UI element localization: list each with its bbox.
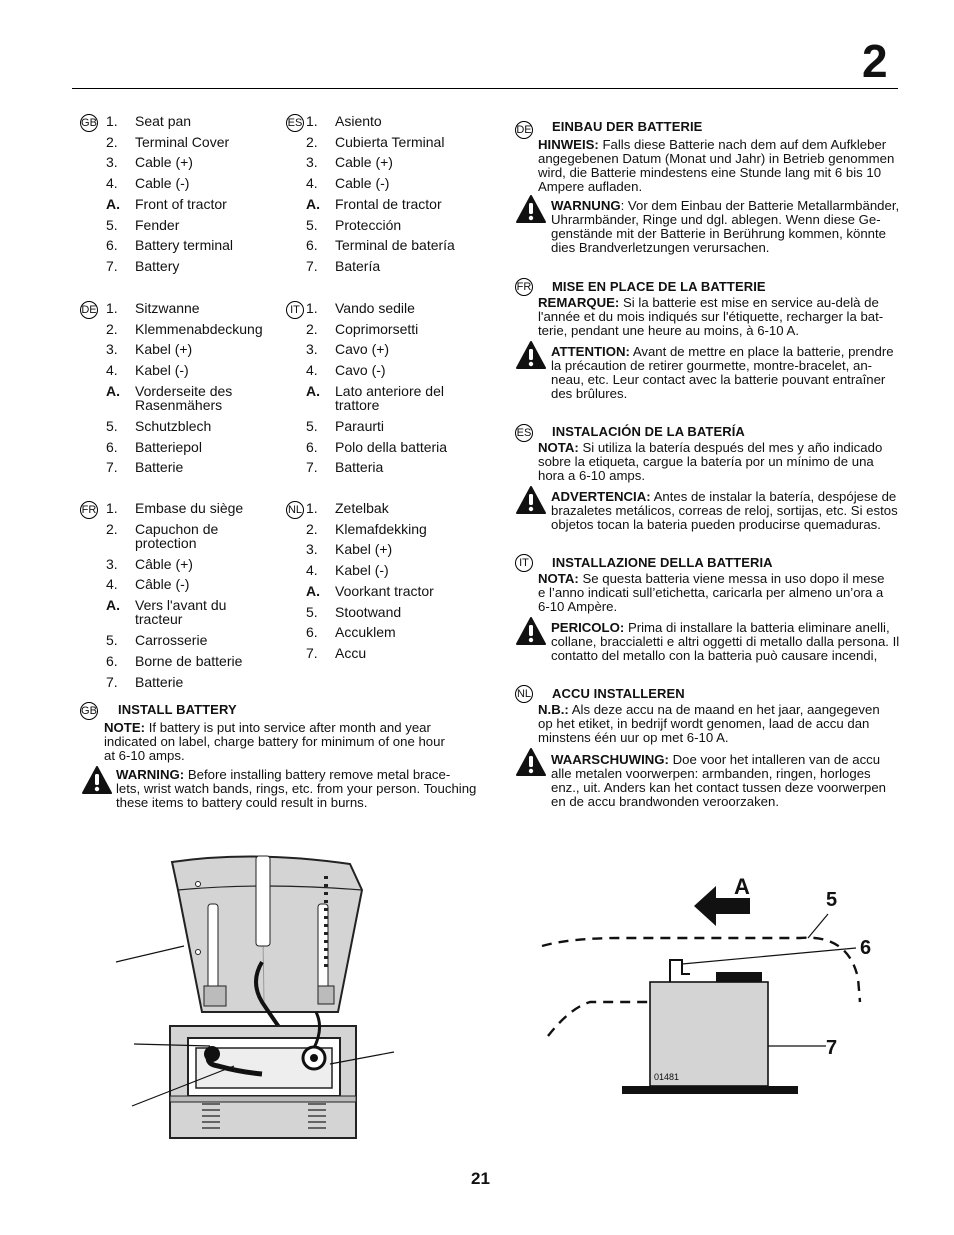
warning-label: WARNING: xyxy=(116,767,185,782)
item-label: Vando sedile xyxy=(335,300,415,316)
item-number: 4. xyxy=(306,175,318,192)
warning-text: Antes de instalar la batería, despójese de xyxy=(653,489,897,504)
item-number: 3. xyxy=(306,154,318,171)
item-number: 7. xyxy=(106,673,118,690)
item-number: A. xyxy=(106,382,120,399)
item-number: 6. xyxy=(306,237,318,254)
item-label: Borne de batterie xyxy=(135,652,243,669)
battery-position-diagram xyxy=(530,868,880,1100)
lang-badge-fr: FR xyxy=(515,278,533,296)
item-label: Frontal de tractor xyxy=(335,195,442,212)
warning-label: WARNUNG xyxy=(551,198,621,213)
item-number: 4. xyxy=(306,362,318,379)
item-number: 2. xyxy=(106,133,118,150)
note-label: NOTA: xyxy=(538,571,579,586)
note-line: e l’anno indicati sull’etichetta, caricarla per almeno un’ora a xyxy=(538,585,884,600)
note-line xyxy=(538,703,880,717)
item-number: A. xyxy=(306,382,320,399)
item-number: 3. xyxy=(106,555,118,572)
note-line: terie, pendant une heure au moins, à 6-10 A. xyxy=(538,323,799,338)
warning-line: these items to battery could result in burns. xyxy=(116,795,368,810)
item-label: Seat pan xyxy=(135,113,192,129)
note-text: Falls diese Batterie nach dem auf dem Aufkleber xyxy=(602,137,887,152)
item-label: Kabel (-) xyxy=(335,562,389,579)
item-number: A. xyxy=(106,597,120,614)
item-number: 3. xyxy=(306,341,318,358)
warning-triangle-icon xyxy=(82,766,112,794)
warning-line xyxy=(551,621,890,635)
item-label: Capuchon de protection xyxy=(135,520,219,551)
warning-line: dies Brandverletzungen verursachen. xyxy=(551,240,770,255)
item-number: 5. xyxy=(306,603,318,620)
item-number: 1. xyxy=(306,300,318,316)
item-label: Câble (-) xyxy=(135,576,190,593)
item-label: Batteria xyxy=(335,459,384,476)
warning-line xyxy=(551,345,894,359)
item-label: Terminal de batería xyxy=(335,237,455,254)
item-number: A. xyxy=(306,195,320,212)
item-number: 6. xyxy=(106,438,118,455)
note-line xyxy=(538,138,886,152)
item-label: Cavo (-) xyxy=(335,362,386,379)
note-line xyxy=(104,721,431,735)
section-title: INSTALLAZIONE DELLA BATTERIA xyxy=(552,555,773,570)
warning-triangle-icon xyxy=(516,341,546,369)
item-label: Terminal Cover xyxy=(135,133,230,150)
item-label: Battery terminal xyxy=(135,237,234,254)
warning-line: en de accu brandwonden veroorzaken. xyxy=(551,794,780,809)
warning-line: collane, braccialetti e altri oggetti di metallo dalla persona. Il xyxy=(551,634,900,649)
item-label: Vorderseite des Rasenmähers xyxy=(135,382,233,413)
item-number: 1. xyxy=(106,113,118,129)
lang-badge-es: ES xyxy=(286,114,304,132)
warning-text: Prima di installare la batteria eliminare anelli, xyxy=(627,620,890,635)
warning-line xyxy=(551,199,899,213)
item-label: Stootwand xyxy=(335,603,402,620)
chapter-number: 2 xyxy=(862,35,888,87)
warning-triangle-icon xyxy=(516,748,546,776)
lang-badge-fr: FR xyxy=(80,501,98,519)
warning-line: brazaletes metálicos, correas de reloj, sortijas, etc. Si estos xyxy=(551,503,898,518)
item-number: 1. xyxy=(106,300,118,316)
warning-triangle-icon xyxy=(516,195,546,223)
item-number: 5. xyxy=(106,216,118,233)
lang-badge-gb: GB xyxy=(80,114,98,132)
item-number: A. xyxy=(306,582,320,599)
section-title: ACCU INSTALLEREN xyxy=(552,686,685,701)
item-number: 7. xyxy=(106,257,118,274)
item-label: Embase du siège xyxy=(135,500,244,516)
item-number: 6. xyxy=(306,438,318,455)
note-label: NOTA: xyxy=(538,440,579,455)
lang-badge-es: ES xyxy=(515,424,533,442)
note-line xyxy=(538,296,879,310)
item-number: 6. xyxy=(306,624,318,641)
note-line: at 6-10 amps. xyxy=(104,748,185,763)
lang-badge-nl: NL xyxy=(286,501,304,519)
item-number: 3. xyxy=(106,154,118,171)
item-label: Polo della batteria xyxy=(335,438,448,455)
item-label: Kabel (-) xyxy=(135,362,189,379)
reference-code: 01481 xyxy=(654,1072,680,1082)
item-label: Vers l'avant du tracteur xyxy=(135,597,227,628)
item-number: 3. xyxy=(106,341,118,358)
item-number: 5. xyxy=(106,632,118,649)
callout-7: 7 xyxy=(826,1037,838,1059)
note-line: Ampere aufladen. xyxy=(538,179,643,194)
warning-label: WAARSCHUWING: xyxy=(551,752,669,767)
battery-compartment-illustration xyxy=(112,852,402,1142)
item-label: Accu xyxy=(335,644,367,661)
warning-line: lets, wrist watch bands, rings, etc. from your person. Touching xyxy=(116,781,477,796)
item-label: Cable (-) xyxy=(335,175,390,192)
warning-label: ATTENTION: xyxy=(551,344,630,359)
warning-line: la précaution de retirer gourmette, montre-bracelet, an- xyxy=(551,358,873,373)
item-label: Kabel (+) xyxy=(135,341,193,358)
item-label: Front of tractor xyxy=(135,195,227,212)
lang-badge-gb: GB xyxy=(80,702,98,720)
item-number: 1. xyxy=(106,500,118,516)
item-label: Batterie xyxy=(135,459,184,476)
note-text: Si utiliza la batería después del mes y año indicado xyxy=(582,440,883,455)
lang-badge-de: DE xyxy=(515,121,533,139)
item-number: 2. xyxy=(306,320,318,337)
item-label: Kabel (+) xyxy=(335,541,393,558)
note-line: minstens één uur op met 6-10 A. xyxy=(538,730,729,745)
note-line: l'année et du mois indiqués sur l'étiquette, recharger la bat- xyxy=(538,309,884,324)
item-number: 1. xyxy=(306,113,318,129)
note-line: 6-10 Ampère. xyxy=(538,599,618,614)
item-number: 6. xyxy=(106,237,118,254)
callout-6: 6 xyxy=(860,937,872,959)
item-label: Batterie xyxy=(135,673,184,690)
item-label: Câble (+) xyxy=(135,555,193,572)
item-number: 2. xyxy=(306,520,318,537)
item-number: 5. xyxy=(106,417,118,434)
item-label: Schutzblech xyxy=(135,417,212,434)
warning-text: Before installing battery remove metal brace- xyxy=(187,767,451,782)
item-label: Paraurti xyxy=(335,417,385,434)
page-number: 21 xyxy=(471,1169,490,1188)
item-number: 5. xyxy=(306,417,318,434)
lang-badge-nl: NL xyxy=(515,685,533,703)
item-number: 2. xyxy=(106,320,118,337)
note-line: sobre la etiqueta, cargue la batería por un mínimo de una xyxy=(538,454,874,469)
warning-label: ADVERTENCIA: xyxy=(551,489,651,504)
item-label: Fender xyxy=(135,216,180,233)
warning-line: enz., uit. Anders kan het contact tussen deze voorwerpen xyxy=(551,780,887,795)
note-line: hora a 6-10 amps. xyxy=(538,468,646,483)
warning-triangle-icon xyxy=(516,486,546,514)
item-number: 4. xyxy=(106,175,118,192)
note-line xyxy=(538,441,882,455)
arrow-label: A xyxy=(734,874,750,899)
item-number: A. xyxy=(106,195,120,212)
note-line: wird, die Batterie mindestens eine Stunde lang mit 6 bis 10 xyxy=(538,165,882,180)
item-label: Battery xyxy=(135,257,180,274)
item-label: Zetelbak xyxy=(335,500,389,516)
item-label: Cavo (+) xyxy=(335,341,390,358)
warning-line xyxy=(116,768,450,782)
item-number: 7. xyxy=(306,644,318,661)
section-title: INSTALL BATTERY xyxy=(118,702,237,717)
warning-line: Uhrarmbänder, Ringe und dgl. ablegen. Wenn diese Ge- xyxy=(551,212,881,227)
note-line: op het etiket, in bedrijf wordt genomen, laad de accu dan xyxy=(538,716,870,731)
item-label: Cable (+) xyxy=(135,154,193,171)
lang-badge-de: DE xyxy=(80,301,98,319)
callout-5: 5 xyxy=(826,889,838,911)
note-text: Se questa batteria viene messa in uso dopo il mese xyxy=(582,571,885,586)
note-label: NOTE: xyxy=(104,720,146,735)
item-number: 7. xyxy=(106,459,118,476)
note-line: angegebenen Datum (Monat und Jahr) in Betrieb genommen xyxy=(538,151,895,166)
note-line xyxy=(538,572,884,586)
note-label: REMARQUE: xyxy=(538,295,620,310)
header-rule xyxy=(72,88,898,89)
item-number: 1. xyxy=(306,500,318,516)
lang-badge-it: IT xyxy=(515,554,533,572)
warning-text: : Vor dem Einbau der Batterie Metallarmbänder, xyxy=(620,198,900,213)
note-label: HINWEIS: xyxy=(538,137,599,152)
warning-line: genstände mit der Batterie in Berührung kommen, könnte xyxy=(551,226,887,241)
item-label: Lato anteriore del trattore xyxy=(335,382,444,413)
item-label: Cable (-) xyxy=(135,175,190,192)
item-label: Coprimorsetti xyxy=(335,320,419,337)
warning-text: Avant de mettre en place la batterie, prendre xyxy=(632,344,894,359)
warning-line: contatto del metallo con la batteria può causare incendi, xyxy=(551,648,878,663)
item-number: 7. xyxy=(306,459,318,476)
item-number: 4. xyxy=(106,576,118,593)
item-label: Batería xyxy=(335,257,381,274)
item-number: 4. xyxy=(306,562,318,579)
item-label: Protección xyxy=(335,216,402,233)
item-label: Batteriepol xyxy=(135,438,202,455)
note-label: N.B.: xyxy=(538,702,569,717)
item-number: 5. xyxy=(306,216,318,233)
note-text: Als deze accu na de maand en het jaar, aangegeven xyxy=(571,702,880,717)
warning-triangle-icon xyxy=(516,617,546,645)
warning-line: neau, etc. Leur contact avec la batterie pouvant entraîner xyxy=(551,372,886,387)
item-label: Cable (+) xyxy=(335,154,393,171)
item-number: 4. xyxy=(106,362,118,379)
item-label: Klemafdekking xyxy=(335,520,427,537)
item-number: 6. xyxy=(106,652,118,669)
warning-line: des brûlures. xyxy=(551,386,628,401)
item-number: 2. xyxy=(306,133,318,150)
warning-text: Doe voor het intalleren van de accu xyxy=(672,752,881,767)
warning-label: PERICOLO: xyxy=(551,620,625,635)
item-number: 3. xyxy=(306,541,318,558)
section-title: EINBAU DER BATTERIE xyxy=(552,119,703,134)
item-number: 7. xyxy=(306,257,318,274)
item-label: Sitzwanne xyxy=(135,300,200,316)
item-label: Klemmenabdeckung xyxy=(135,320,263,337)
item-label: Voorkant tractor xyxy=(335,582,434,599)
section-title: MISE EN PLACE DE LA BATTERIE xyxy=(552,279,766,294)
note-text: Si la batterie est mise en service au-delà de xyxy=(623,295,879,310)
item-label: Cubierta Terminal xyxy=(335,133,445,150)
warning-line xyxy=(551,490,896,504)
item-label: Accuklem xyxy=(335,624,396,641)
item-number: 2. xyxy=(106,520,118,537)
warning-line xyxy=(551,753,880,767)
warning-line: objetos tocan la bateria pueden producirse quemaduras. xyxy=(551,517,881,532)
lang-badge-it: IT xyxy=(286,301,304,319)
section-title: INSTALACIÓN DE LA BATERÍA xyxy=(552,424,745,439)
item-label: Carrosserie xyxy=(135,632,208,649)
warning-line: alle metalen voorwerpen: armbanden, ringen, horloges xyxy=(551,766,871,781)
note-line: indicated on label, charge battery for minimum of one hour xyxy=(104,734,445,749)
note-text: If battery is put into service after month and year xyxy=(148,720,431,735)
item-label: Asiento xyxy=(335,113,382,129)
